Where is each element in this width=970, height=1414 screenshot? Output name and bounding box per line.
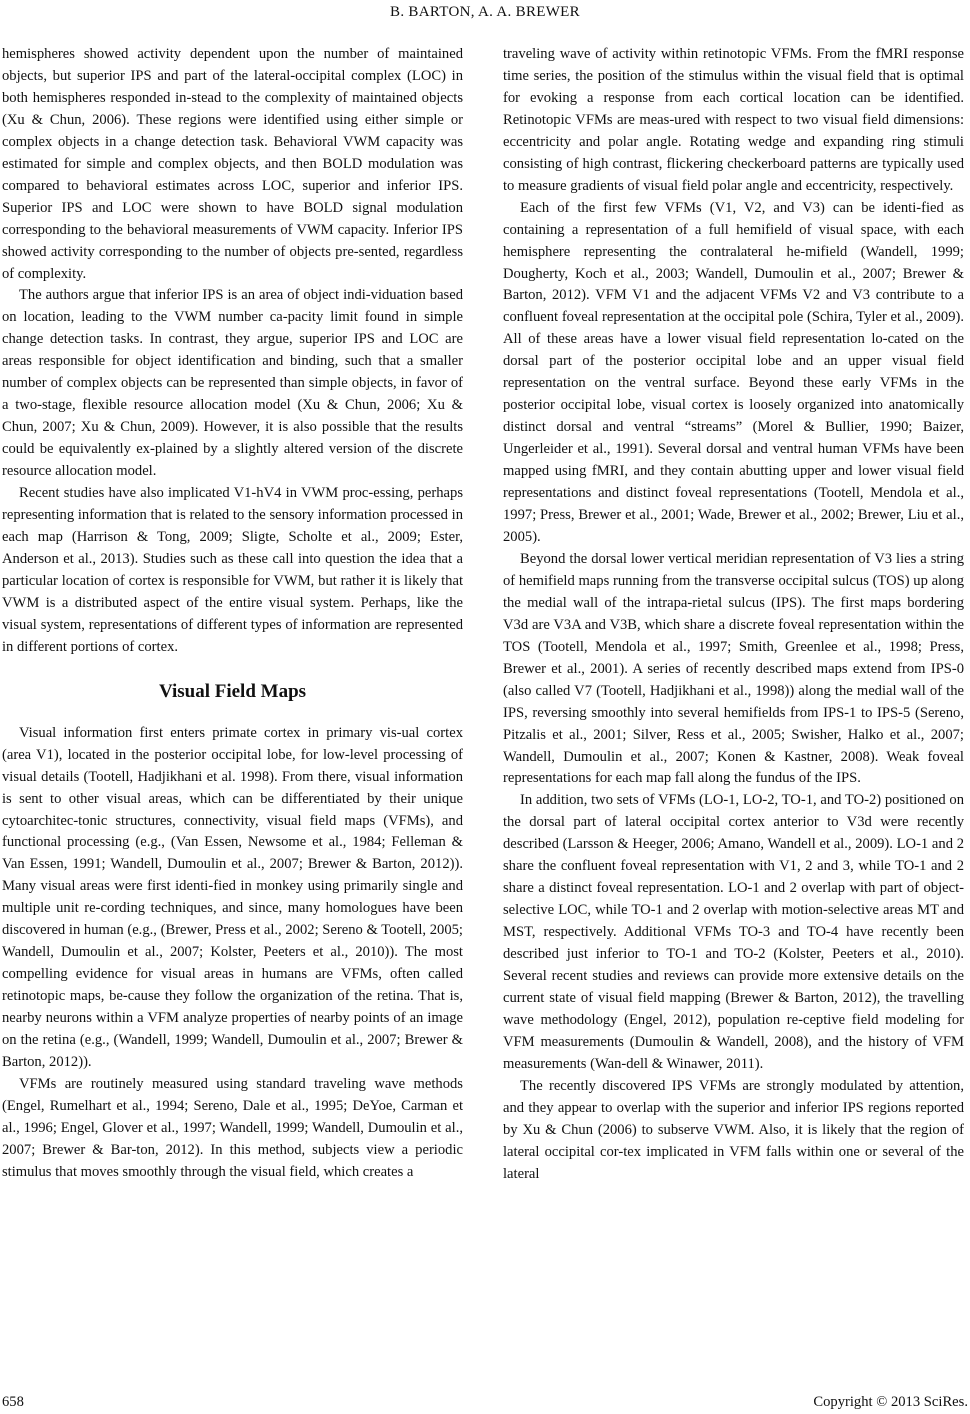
paragraph: Recent studies have also implicated V1-hV4 in VWM proc-essing, perhaps representing information that is related to the sensory information processed in each map (Harrison & Tong, 2009; Sligte, Scholte et al., 2009; Ester, Anderson et al., 2013). Studies such as these call into question the idea that a particular location of cortex is responsible for VWM, but rather it is likely that VWM is a distributed aspect of the entire visual system. Perhaps, like the visual system, representations of different types of information are represented in different portions of cortex. <box>2 485 463 655</box>
paragraph: Beyond the dorsal lower vertical meridian representation of V3 lies a string of hemifield maps running from the transverse occipital sulcus (TOS) up along the medial wall of the intrapa-rietal sulcus (IPS). The first maps bordering V3d are V3A and V3B, which share a discrete foveal representation within the TOS (Tootell, Mendola et al., 1997; Smith, Greenlee et al., 1998; Press, Brewer et al., 2001). A series of recently described maps extend from IPS-0 (also called V7 (Tootell, Hadjikhani et al., 1998)) along the medial wall of the IPS, reversing smoothly into several hemifields from IPS-1 to IPS-5 (Sereno, Pitzalis et al., 2001; Silver, Ress et al., 2005; Swisher, Halko et al., 2007; Wandell, Dumoulin et al., 2007; Konen & Kastner, 2008). Weak foveal representations for each map fall along the fundus of the IPS. <box>503 550 964 787</box>
paragraph: The authors argue that inferior IPS is an area of object indi-viduation based on location, leading to the VWM number ca-pacity limit found in simple change detection tasks. In contrast, they argue, superior IPS and LOC are areas responsible for object identification and binding, such that a smaller number of complex objects can be represented than simple objects, in favor of a two-stage, flexible resource allocation model (Xu & Chun, 2006; Xu & Chun, 2007; Xu & Chun, 2009). However, it is also possible that the results could be equivalently ex-plained by a slightly altered version of the discrete resource allocation model. <box>2 287 463 480</box>
section-heading: Visual Field Maps <box>158 680 307 702</box>
paragraph: Visual information first enters primate cortex in primary vis-ual cortex (area V1), located in the posterior occipital lobe, for low-level processing of visual details (Tootell, Hadjikhani et al. 1998). From there, visual information is sent to other visual areas, which can be differentiated by their unique cytoarchitec-tonic structures, connectivity, visual field maps (VFMs), and functional processing (e.g., (Van Essen, Newsome et al., 1984; Felleman & Van Essen, 1991; Wandell, Dumoulin et al., 2007; Brewer & Barton, 2012)). Many visual areas were first identi-fied in monkey using primarily single and multiple unit re-cording techniques, and since, many homologues have been discovered in human (e.g., (Brewer, Press et al., 2002; Sereno & Tootell, 2005; Wandell, Dumoulin et al., 2007; Kolster, Peeters et al., 2010)). The most compelling evidence for visual areas in humans are VFMs, often called retinotopic maps, be-cause they follow the organization of the retina. That is, nearby neurons within a VFM analyze properties of nearby points of an image on the retina (e.g., (Wandell, 1999; Wandell, Dumoulin et al., 2007; Brewer & Barton, 2012)). <box>2 724 463 1070</box>
paragraph: The recently discovered IPS VFMs are strongly modulated by attention, and they appear to overlap with the superior and inferior IPS regions reported by Xu & Chun (2006) to subserve VWM. Also, it is likely that the region of lateral occipital cor-tex implicated in VFM falls within one or several of the lateral <box>503 1077 964 1182</box>
page-number: 658 <box>2 1394 24 1410</box>
paragraph: VFMs are routinely measured using standard traveling wave methods (Engel, Rumelhart et al., 1994; Sereno, Dale et al., 1995; DeYoe, Carman et al., 1996; Engel, Glover et al., 1997; Wandell, 1999; Wandell, Dumoulin et al., 2007; Brewer & Bar-ton, 2012). In this method, subjects view a periodic stimulus that moves smoothly through the visual field, which creates a <box>2 1075 463 1180</box>
paragraph: hemispheres showed activity dependent upon the number of maintained objects, but superior IPS and part of the lateral-occipital complex (LOC) in both hemispheres responded in-stead to the complexity of maintained objects (Xu & Chun, 2006). These regions were identified using either simple or complex objects in a change detection task. Behavioral VWM capacity was estimated for simple and complex objects, and then BOLD modulation was compared to behavioral estimates across LOC, superior and inferior IPS. Superior IPS and LOC were shown to have BOLD signal modulation corresponding to the behavioral measurements of VWM capacity. Inferior IPS showed activity corresponding to the number of objects pre-sented, regardless of complexity. <box>2 46 463 282</box>
running-header: B. BARTON, A. A. BREWER <box>390 4 580 20</box>
paragraph: In addition, two sets of VFMs (LO-1, LO-2, TO-1, and TO-2) positioned on the dorsal part of lateral occipital cortex anterior to V3d were recently described (Larsson & Heeger, 2006; Amano, Wandell et al., 2009). LO-1 and 2 share the confluent foveal representation with V1, 2 and 3, while TO-1 and 2 share a distinct foveal representation. LO-1 and 2 overlap with part of object-selective LOC, while TO-1 and 2 overlap with motion-selective areas MT and MST, respectively. Additional VFMs TO-3 and TO-4 have recently been described just inferior to TO-1 and TO-2 (Kolster, Peeters et al., 2010). Several recent studies and reviews can provide more extensive details on the current state of visual field mapping (Brewer & Barton, 2012), the travelling wave methodology (Engel, 2012), population re-ceptive field modeling for VFM measurements (Dumoulin & Wandell, 2008), and the history of VFM measurements (Wan-dell & Winawer, 2011). <box>503 792 964 1072</box>
paragraph: Each of the first few VFMs (V1, V2, and V3) can be identi-fied as containing a representation of a full hemifield of visual space, with each hemisphere representing the contralateral he-mifield (Wandell, 1999; Dougherty, Koch et al., 2003; Wandell, Dumoulin et al., 2007; Brewer & Barton, 2012). VFM V1 and the adjacent VFMs V2 and V3 contribute to a confluent foveal representation at the occipital pole (Schira, Tyler et al., 2009). All of these areas have a lower visual field representation lo-cated on the dorsal part of the posterior occipital lobe and an upper visual field representation on the ventral surface. Beyond these early VFMs in the posterior occipital lobe, visual cortex is loosely organized into anatomically distinct dorsal and ventral “streams” (Morel & Bullier, 1990; Baizer, Ungerleider et al., 1991). Several dorsal and ventral human VFMs have been mapped using fMRI, and they contain abutting upper and lower visual field representations and distinct foveal representations (Tootell, Mendola et al., 1997; Press, Brewer et al., 2001; Wade, Brewer et al., 2002; Brewer, Liu et al., 2005). <box>503 199 964 545</box>
paragraph: traveling wave of activity within retinotopic VFMs. From the fMRI response time series, the position of the stimulus within the visual field that is optimal for evoking a response from each cortical location can be identified. Retinotopic VFMs are meas-ured with respect to two visual field dimensions: eccentricity and polar angle. Rotating wedge and expanding ring stimuli consisting of high contrast, flickering checkerboard patterns are typically used to measure gradients of visual field polar angle and eccentricity, respectively. <box>503 46 964 194</box>
copyright-notice: Copyright © 2013 SciRes. <box>813 1394 968 1410</box>
left-column <box>2 44 463 1184</box>
right-column <box>503 44 964 1186</box>
page-footer <box>2 1392 968 1412</box>
